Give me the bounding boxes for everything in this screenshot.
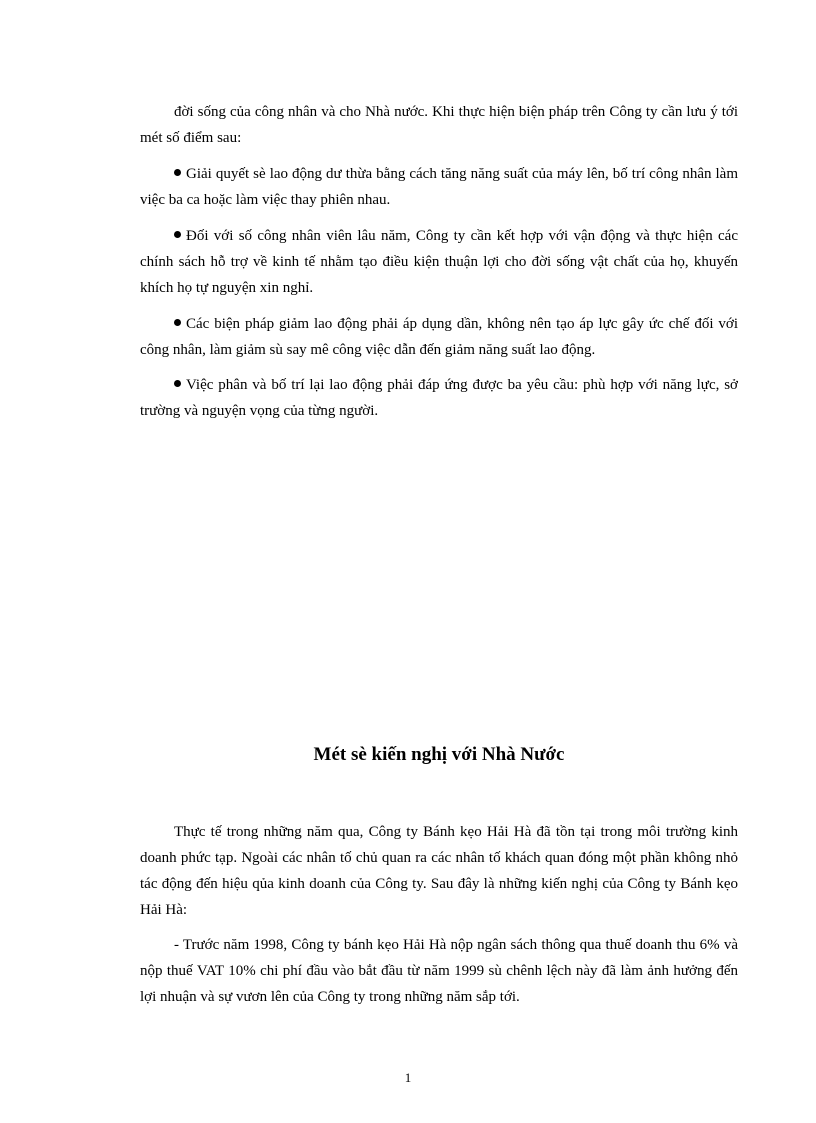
intro-paragraph: Thực tế trong những năm qua, Công ty Bánh kẹo Hải Hà đã tồn tại trong môi trường kinh doanh phức tạp. Ngoài các nhân tố chủ quan ra các nhân tố khách quan đóng một phần không nhỏ tác động đến hiệu qủa kinh doanh của Công ty. Sau đây là những kiến nghị của Công ty Bánh kẹo Hải Hà: <box>140 824 738 918</box>
bullet-text: Việc phân và bố trí lại lao động phải đáp ứng được ba yêu cầu: phù hợp với năng lực, sở trường và nguyện vọng của từng người. <box>140 377 738 419</box>
bullet-icon <box>174 231 181 238</box>
dash-paragraph: - Trước năm 1998, Công ty bánh kẹo Hải Hà nộp ngân sách thông qua thuế doanh thu 6% và nộp thuế VAT 10% chi phí đầu vào bắt đầu từ năm 1999 sù chênh lệch này đã làm ảnh hưởng đến lợi nhuận và sự vươn lên của Công ty trong những năm sắp tới. <box>140 937 738 1005</box>
bullet-text: Đối với số công nhân viên lâu năm, Công ty cần kết hợp với vận động và thực hiện các chính sách hỗ trợ về kinh tế nhằm tạo điều kiện thuận lợi cho đời sống vật chất của họ, khuyến khích họ tự nguyện xin nghỉ. <box>140 228 738 296</box>
bullet-icon <box>174 169 181 176</box>
bullet-icon <box>174 319 181 326</box>
bullet-text: Các biện pháp giảm lao động phải áp dụng dần, không nên tạo áp lực gây ức chế đối với công nhân, làm giảm sù say mê công việc dẫn đến giảm năng suất lao động. <box>140 316 738 358</box>
section-heading: Mét sè kiến nghị với Nhà Nước <box>313 744 565 765</box>
bullet-item <box>140 372 738 424</box>
top-paragraph: đời sống của công nhân và cho Nhà nước. Khi thực hiện biện pháp trên Công ty cần lưu ý tới mét số điểm sau: <box>140 104 738 146</box>
bullet-icon <box>174 380 181 387</box>
bullet-item <box>140 161 738 213</box>
bullet-item <box>140 311 738 363</box>
page-number: 1 <box>404 1070 412 1085</box>
bullet-text: Giải quyết sè lao động dư thừa bằng cách tăng năng suất của máy lên, bố trí công nhân làm việc ba ca hoặc làm việc thay phiên nhau. <box>140 166 738 208</box>
bullet-item <box>140 223 738 301</box>
